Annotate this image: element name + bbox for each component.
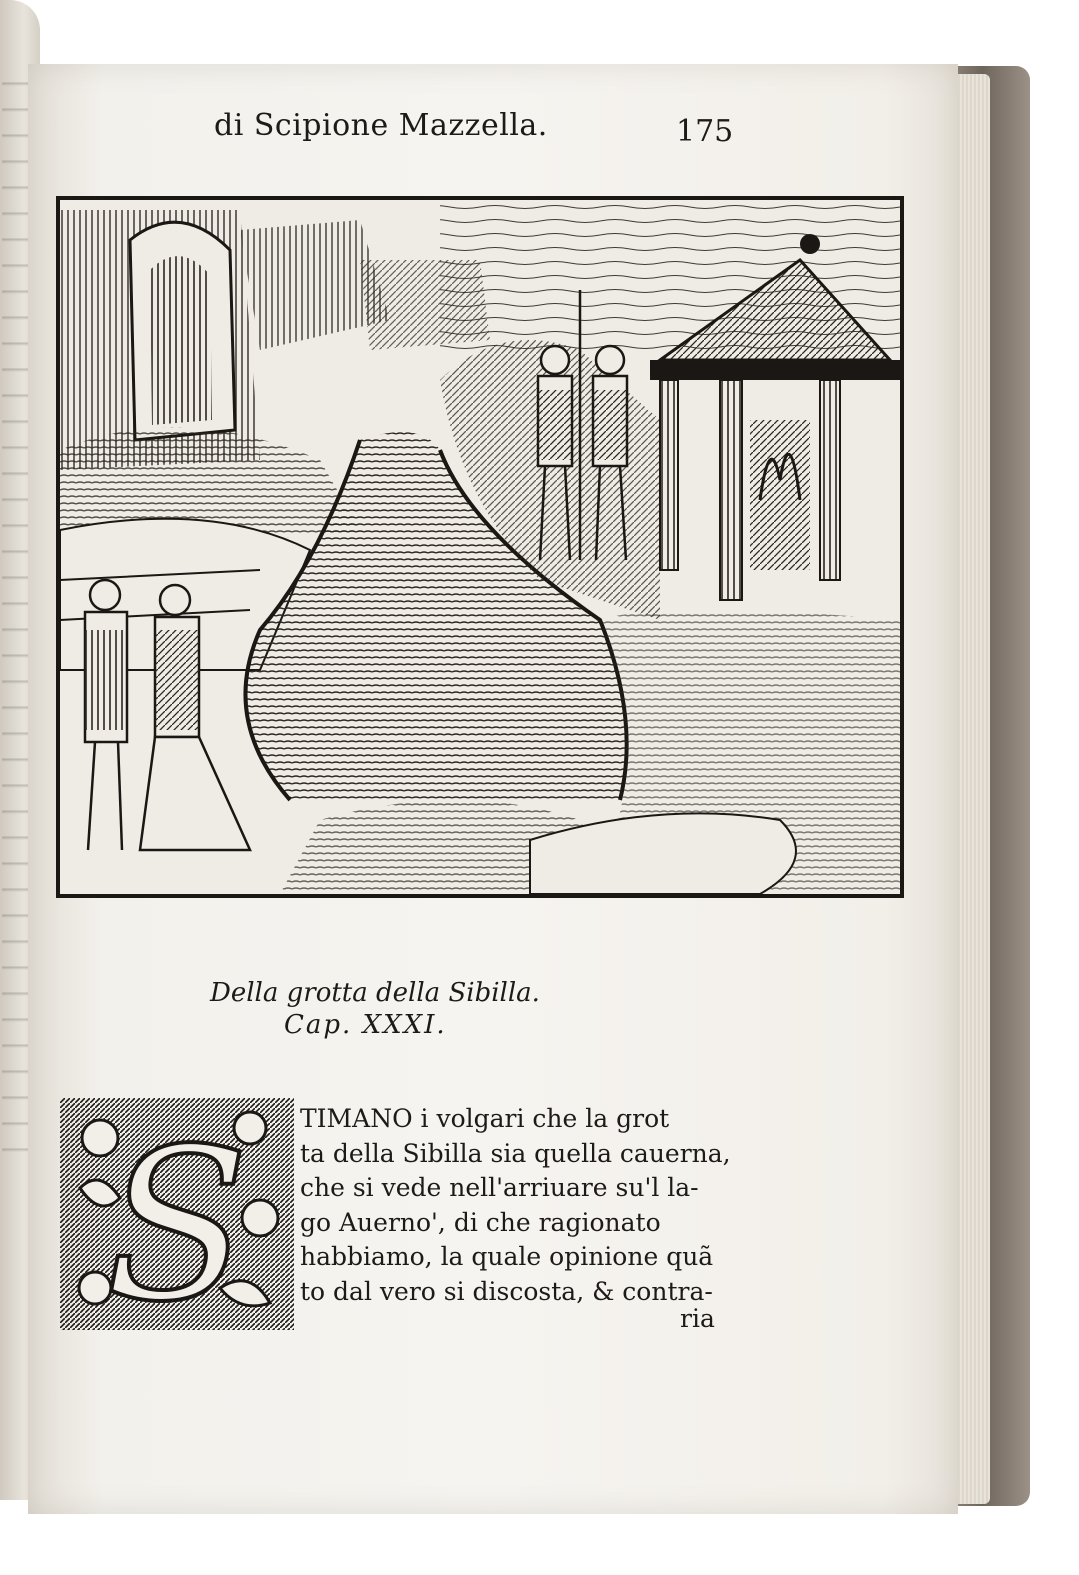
- text-line: che si vede nell'arriuare su'l la-: [300, 1173, 699, 1202]
- chapter-number: Cap. XXXI.: [284, 1010, 447, 1040]
- woodcut-illustration: [56, 196, 904, 898]
- text-line: ta della Sibilla sia quella cauerna,: [300, 1138, 731, 1168]
- catchword: ria: [680, 1304, 715, 1333]
- text-line: habbiamo, la quale opinione quã: [300, 1242, 714, 1271]
- body-text: [300, 1102, 740, 1309]
- decorated-initial-s-icon: [60, 1098, 294, 1330]
- text-line: TIMANO i volgari che la grot: [300, 1104, 670, 1133]
- decorated-initial: [60, 1098, 294, 1330]
- text-line: go Auerno', di che ragionato: [300, 1207, 661, 1237]
- initial-letter: S: [105, 1103, 249, 1330]
- page-number: 175: [676, 114, 734, 149]
- woodcut-illustration-icon: [60, 200, 900, 894]
- chapter-title: Della grotta della Sibilla.: [210, 978, 540, 1008]
- running-title: di Scipione Mazzella.: [214, 108, 548, 143]
- text-line: to dal vero si discosta, & contra-: [300, 1276, 713, 1306]
